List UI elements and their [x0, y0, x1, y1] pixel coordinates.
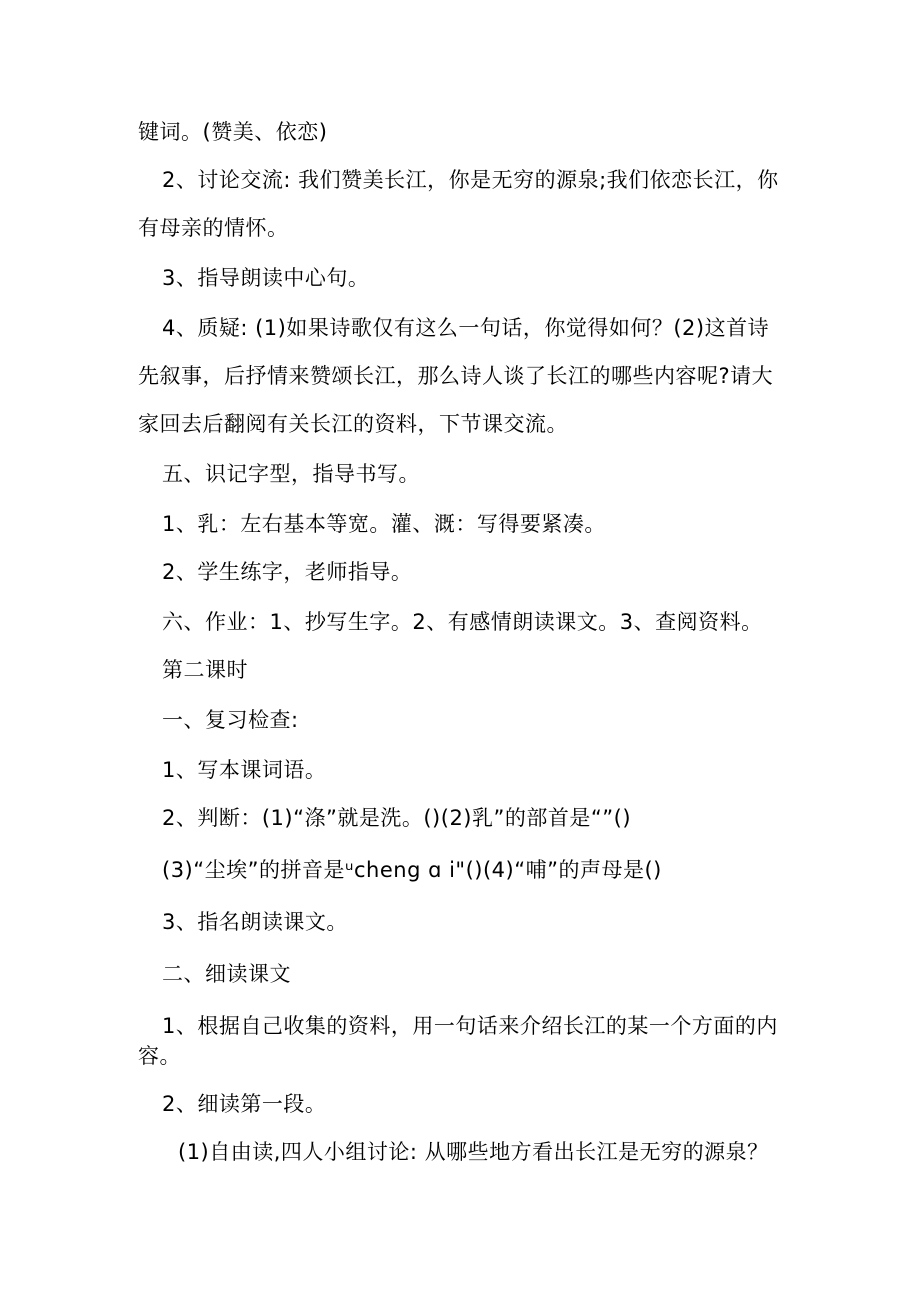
- text-line-14: 1、写本课词语。: [162, 758, 327, 782]
- text-line-19: 1、根据自己收集的资料，用一句话来介绍长江的某一个方面的内: [162, 1014, 778, 1038]
- text-line-10: 2、学生练字，老师指导。: [162, 560, 413, 584]
- text-line-13: 一、复习检查:: [162, 708, 299, 732]
- text-line-5: 4、质疑: (1)如果诗歌仅有这么一句话，你觉得如何？(2)这首诗: [162, 316, 770, 340]
- text-line-1: 键词。(赞美、依恋): [138, 120, 328, 144]
- text-line-15: 2、判断：(1)“涤”就是洗。()(2)乳”的部首是“”(): [162, 806, 632, 830]
- text-line-21: 2、细读第一段。: [162, 1092, 327, 1116]
- text-line-4: 3、指导朗读中心句。: [162, 266, 370, 290]
- text-line-11: 六、作业：1、抄写生字。2、有感情朗读课文。3、查阅资料。: [162, 610, 763, 634]
- text-line-3: 有母亲的情怀。: [138, 216, 289, 240]
- text-line-18: 二、细读课文: [162, 962, 291, 986]
- text-line-22: (1)自由读,四人小组讨论: 从哪些地方看出长江是无穷的源泉？: [178, 1140, 769, 1164]
- text-line-17: 3、指名朗读课文。: [162, 910, 348, 934]
- text-line-8: 五、识记字型，指导书写。: [162, 462, 420, 486]
- text-line-20: 容。: [138, 1044, 181, 1068]
- text-line-2: 2、讨论交流: 我们赞美长江，你是无穷的源泉;我们依恋长江，你: [162, 168, 779, 192]
- text-line-7: 家回去后翻阅有关长江的资料，下节课交流。: [138, 412, 568, 436]
- section-heading: 第二课时: [162, 658, 248, 682]
- text-line-9: 1、乳：左右基本等宽。灌、溉：写得要紧凑。: [162, 512, 606, 536]
- text-line-16: (3)“尘埃”的拼音是ᵘcheng ɑ i"()(4)“哺”的声母是(): [162, 858, 662, 882]
- text-line-6: 先叙事，后抒情来赞颂长江，那么诗人谈了长江的哪些内容呢?请大: [138, 364, 774, 388]
